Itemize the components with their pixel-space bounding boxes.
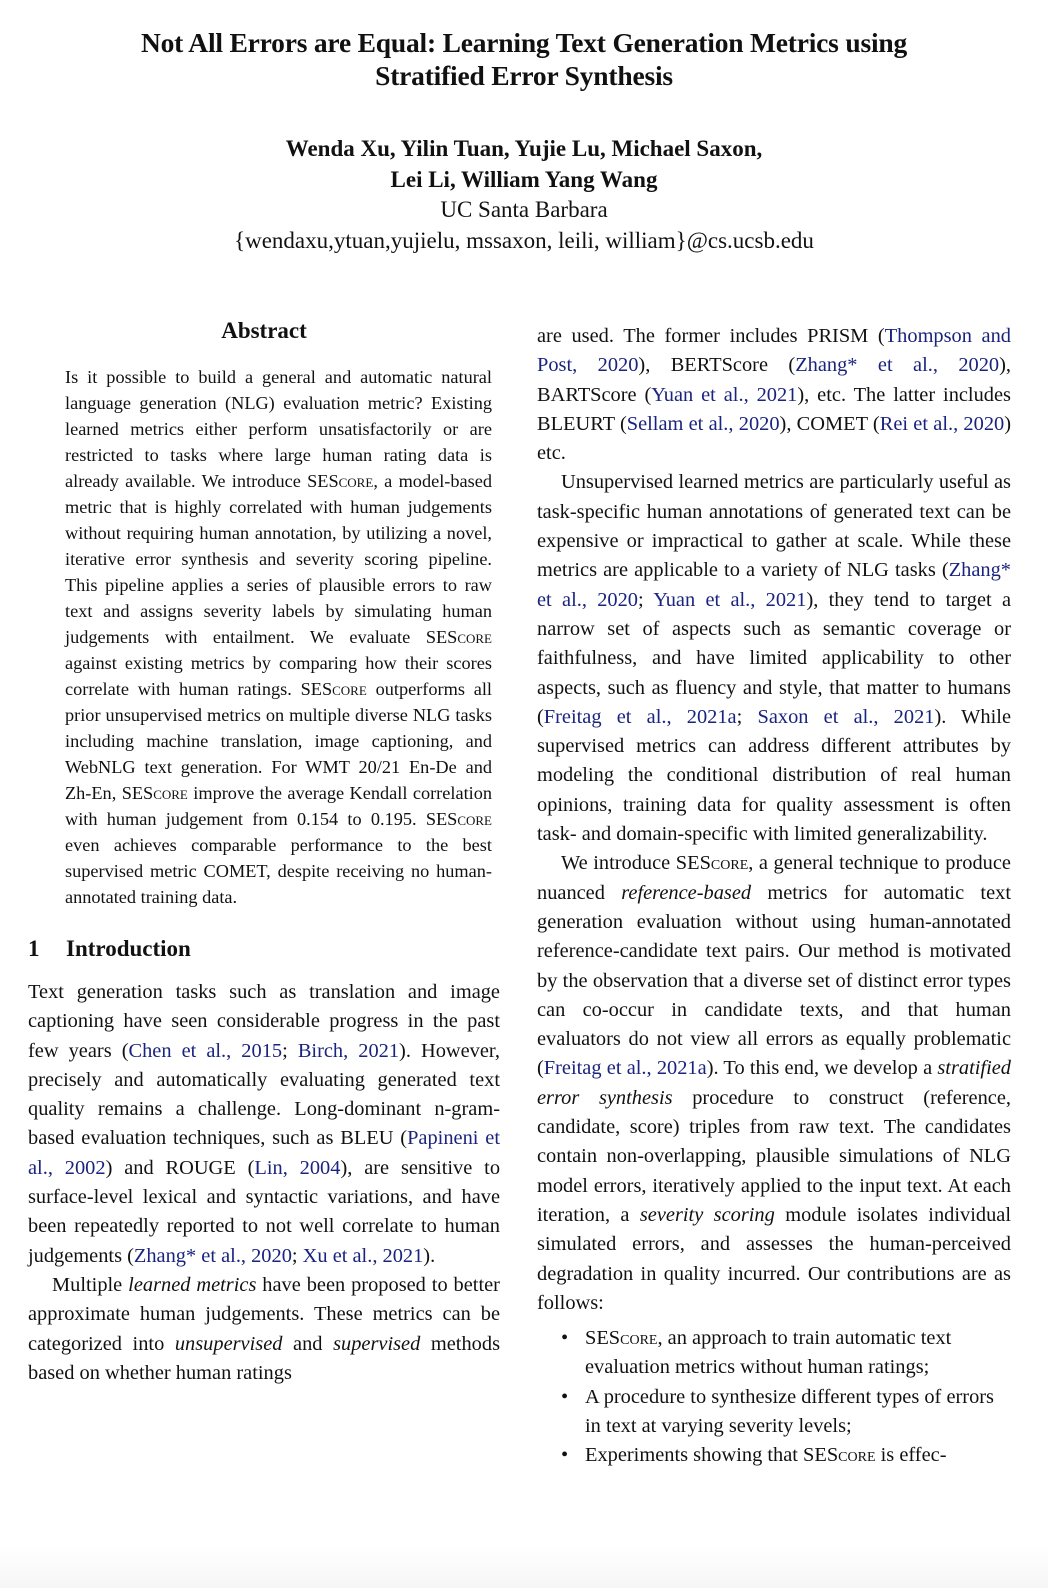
sescore-name: SEScore	[307, 471, 374, 491]
contribution-item: • Experiments showing that SEScore is effec-	[561, 1441, 1011, 1470]
continued-text: are used. The former includes PRISM (	[537, 325, 885, 347]
abstract-text: outperforms all prior unsupervised metrics on multiple diverse NLG tasks including machine translation, image captioning, and WebNLG text generation. For WMT 20/21 En-De and Zh-En,	[65, 679, 492, 803]
title-line-2: Stratified Error Synthesis	[375, 60, 673, 91]
page-bottom-shadow	[0, 1545, 1048, 1588]
right-column	[537, 322, 1011, 1471]
citation-link[interactable]: Sellam et al., 2020	[626, 412, 780, 435]
citation-link[interactable]: Freitag et al., 2021a	[543, 705, 737, 728]
author-names-2: Lei Li, William Yang Wang	[390, 166, 658, 192]
citation-link[interactable]: Lin, 2004	[254, 1156, 341, 1179]
abstract-text: Is it possible to build a general and automatic natural language generation (NLG) evaluation metric? Existing learned metrics either perform unsatisfactorily or are restricted to tasks where large human rating data is already available. We introduce	[65, 367, 492, 491]
author-block	[40, 134, 1008, 256]
author-emails: {wendaxu,ytuan,yujielu, mssaxon, leili, william}@cs.ucsb.edu	[234, 227, 814, 253]
citation-link[interactable]: Thompson and Post, 2020	[537, 325, 1011, 377]
abstract-text: even achieves comparable performance to the best supervised metric COMET, despite receiving no human-annotated training data.	[65, 835, 492, 907]
section-number: 1	[28, 936, 40, 961]
intro-paragraph-1: Text generation tasks such as translation and image captioning have seen considerable progress in the past few years (Chen et al., 2015; Birch, 2021). However, precisely and automatically evaluating generated text quality remains a challenge. Long-dominant n-gram-based evaluation techniques, such as BLEU (Papineni et al., 2002) and ROUGE (Lin, 2004), are sensitive to surface-level lexical and syntactic variations, and have been repeatedly reported to not well correlate to human judgements (Zhang* et al., 2020; Xu et al., 2021).	[28, 981, 501, 1267]
abstract-text: against existing metrics by comparing how their scores correlate with human ratings.	[65, 653, 492, 699]
sescore-name: SEScore	[300, 679, 367, 699]
section-title: Introduction	[66, 936, 191, 961]
citation-link[interactable]: Rei et al., 2020	[879, 412, 1005, 435]
bullet-icon: •	[561, 1444, 569, 1467]
abstract-text: , a model-based metric that is highly correlated with human judgements without requiring human annotation, by utilizing a novel, iterative error synthesis and severity scoring pipeline. This pipeline applies a series of plausible errors to raw text and assigns severity labels by simulating human judgements with entailment. We evaluate	[65, 471, 492, 647]
contributions-list	[537, 1324, 1011, 1470]
intro-paragraph-2: Multiple learned metrics have been proposed to better approximate human judgements. These metrics can be categorized into unsupervised and supervised methods based on whether human ratings	[28, 1273, 500, 1384]
sescore-name: SEScore	[121, 783, 188, 803]
left-column	[28, 318, 500, 1388]
citation-link[interactable]: Papineni et al., 2002	[28, 1127, 501, 1179]
citation-link[interactable]: Saxon et al., 2021	[757, 705, 935, 728]
title-line-1: Not All Errors are Equal: Learning Text Generation Metrics using	[140, 27, 908, 58]
intro-paragraph-2-continued: are used. The former includes PRISM (Thompson and Post, 2020), BERTScore (Zhang* et al., 2020), BARTScore (Yuan et al., 2021), etc. The latter includes BLEURT (Sellam et al., 2020), COMET (Rei et al., 2020) etc.	[537, 325, 1012, 465]
affiliation: UC Santa Barbara	[440, 197, 608, 222]
abstract-heading: Abstract	[221, 318, 307, 343]
sescore-name: SEScore	[425, 809, 492, 829]
citation-link[interactable]: Yuan et al., 2021	[651, 383, 798, 406]
citation-link[interactable]: Chen et al., 2015	[128, 1039, 283, 1062]
section-heading-introduction	[28, 934, 500, 964]
bullet-icon: •	[561, 1327, 569, 1350]
sescore-name: SEScore	[425, 627, 492, 647]
author-names-1: Wenda Xu, Yilin Tuan, Yujie Lu, Michael Saxon,	[285, 136, 763, 161]
abstract-text: improve the average Kendall correlation with human judgement from 0.154 to 0.195.	[65, 783, 493, 829]
citation-link[interactable]: Zhang* et al., 2020	[795, 354, 1000, 377]
contribution-item: • A procedure to synthesize different types of errors in text at varying severity levels;	[561, 1383, 1011, 1442]
intro-paragraph-4: We introduce SEScore, a general technique to produce nuanced reference-based metrics for automatic text generation evaluation without using human-annotated reference-candidate text pairs. Our method is motivated by the observation that a diverse set of distinct error types can co-occur in candidate texts, and that human evaluators do not view all errors as equally problematic (Freitag et al., 2021a). To this end, we develop a stratified error synthesis procedure to construct (reference, candidate, score) triples from raw text. The candidates contain non-overlapping, plausible simulations of NLG model errors, iteratively applied to the input text. At each iteration, a severity scoring module isolates individual simulated errors, and assesses the human-perceived degradation in quality incurred. Our contributions are as follows:	[537, 852, 1011, 1314]
intro-paragraph-3: Unsupervised learned metrics are particularly useful as task-specific human annotations of generated text can be expensive or impractical to gather at scale. While these metrics are applicable to a variety of NLG tasks (Zhang* et al., 2020; Yuan et al., 2021), they tend to target a narrow set of aspects such as semantic coverage or faithfulness, and have limited applicability to other aspects, such as fluency and style, that matter to humans (Freitag et al., 2021a; Saxon et al., 2021). While supervised metrics can address different attributes by modeling the conditional distribution of real human opinions, training data for quality assessment is often task- and domain-specific with limited generalizability.	[537, 471, 1012, 846]
citation-link[interactable]: Yuan et al., 2021	[653, 588, 807, 611]
sescore-name: SEScore	[675, 852, 749, 875]
abstract-body	[65, 364, 492, 910]
bullet-icon: •	[561, 1385, 569, 1408]
paper-title	[40, 26, 1008, 92]
citation-link[interactable]: Freitag et al., 2021a	[543, 1057, 707, 1080]
contribution-item: • SEScore, an approach to train automatic text evaluation metrics without human ratings;	[561, 1324, 1011, 1383]
citation-link[interactable]: Zhang* et al., 2020	[133, 1244, 292, 1267]
citation-link[interactable]: Zhang* et al., 2020	[537, 559, 1011, 611]
citation-link[interactable]: Birch, 2021	[297, 1039, 400, 1062]
citation-link[interactable]: Xu et al., 2021	[302, 1244, 424, 1267]
